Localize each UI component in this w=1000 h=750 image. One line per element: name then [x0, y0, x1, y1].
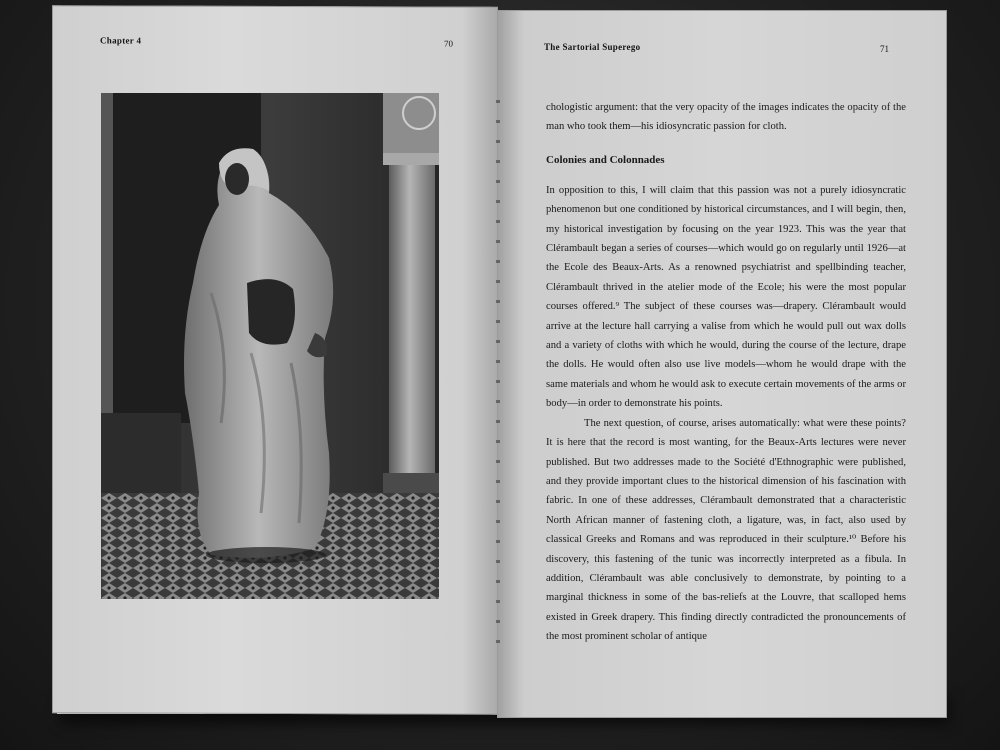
binding-stitches — [496, 100, 500, 660]
opening-paragraph-continuation: chologistic argument: that the very opacity of the images indicates the opacity of the man who took them—his idiosyncratic passion for cloth. — [546, 102, 906, 133]
photograph-image — [101, 93, 439, 599]
section-heading: Colonies and Colonnades — [546, 153, 665, 166]
body-paragraph-2: The next question, of course, arises automatically: what were these points? It is here that the record is most wanting, for the Beaux-Arts lectures were never published. But two addresses made to the Société d'Ethnographic were published, and they provide important clues to the historical dimension of his fascination with fabric. In one of these addresses, Clérambault demonstrated that a characteristic North African manner of fastening cloth, a ligature, was, in fact, also used by classical Greeks and Romans and was reproduced in their sculpture.¹⁰ Before his discovery, this fastening of the tunic was incorrectly interpreted as a fibula. In addition, Clérambault was able conclusively to demonstrate, by pointing to a marginal thickness in some of the bas-reliefs at the Louvre, that scalloped hems existed in Greek drapery. This finding directly contradicted the pronouncements of the most prominent scholar of antique — [546, 417, 906, 643]
left-running-head: Chapter 4 — [100, 35, 142, 46]
left-page-number: 70 — [444, 38, 453, 49]
right-page-number: 71 — [880, 44, 889, 54]
right-page-body-text — [546, 98, 906, 647]
draped-figure-photograph — [101, 93, 439, 599]
body-paragraph-1: In opposition to this, I will claim that this passion was not a purely idiosyncratic phenomenon but one conditioned by historical circumstances, and I will begin, then, my historical investigation by focusing on the year 1923. This was the year that Clérambault began a series of courses—which would go on regularly until 1926—at the Ecole des Beaux-Arts. As a renowned psychiatrist and spellbinding teacher, Clérambault thrived in the atelier mode of the Ecole; his were the most popular courses offered.⁹ The subject of these courses was—drapery. Clérambault would arrive at the lecture hall carrying a valise from which he would pull out wax dolls and a variety of cloths with which he would, during the course of the lecture, drape the dolls. He would often also use live models—whom he would drape with the same materials and whom he would ask to execute certain movements of the arms or body—in order to demonstrate his points. — [546, 184, 906, 410]
right-running-head: The Sartorial Superego — [544, 42, 641, 52]
